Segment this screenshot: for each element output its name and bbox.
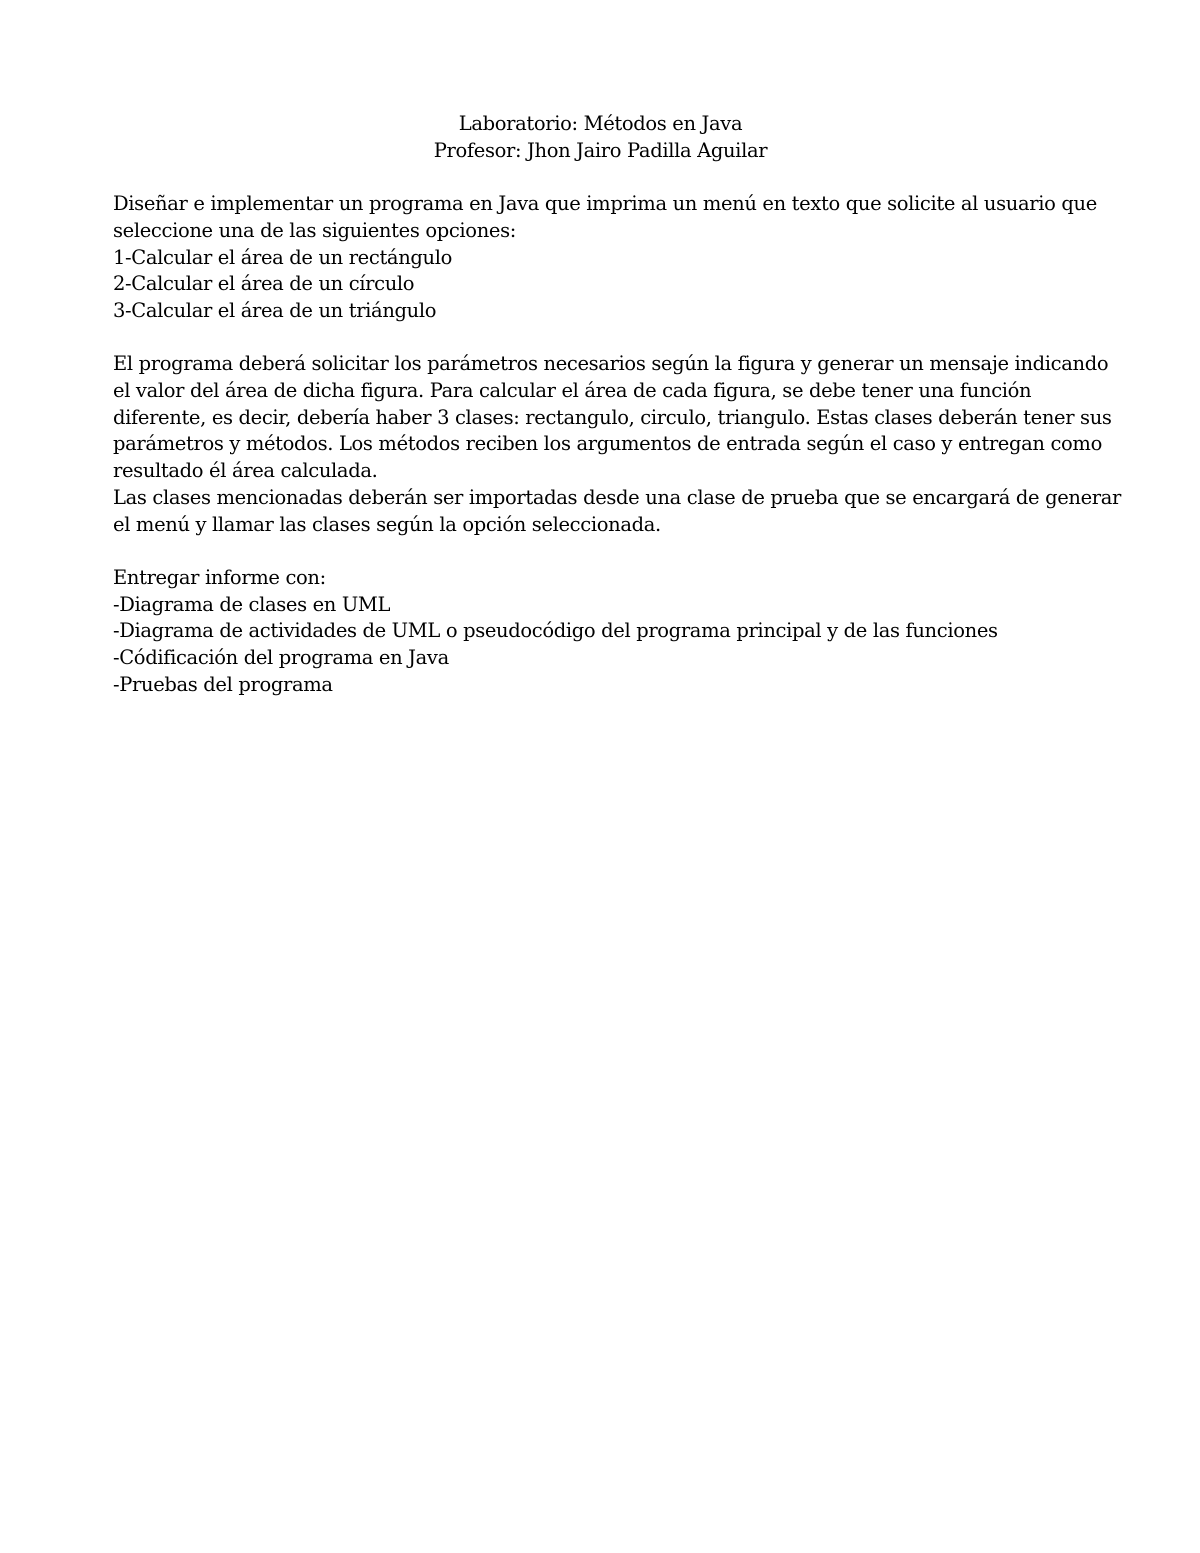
description-line: diferente, es decir, debería haber 3 clases: rectangulo, circulo, triangulo. Estas clases deberán tener sus: [113, 405, 1112, 429]
deliverable-item: -Diagrama de clases en UML: [113, 592, 391, 616]
description-line: El programa deberá solicitar los parámetros necesarios según la figura y generar un mensaje indicando: [113, 352, 1109, 376]
option-rectangle: 1-Calcular el área de un rectángulo: [113, 245, 453, 269]
option-circle: 2-Calcular el área de un círculo: [113, 272, 415, 296]
document-body: [113, 111, 1122, 698]
description-line: Las clases mencionadas deberán ser importadas desde una clase de prueba que se encargará de generar: [113, 485, 1122, 509]
spacer: [113, 325, 1088, 352]
option-triangle: 3-Calcular el área de un triángulo: [113, 298, 437, 322]
spacer: [113, 164, 1088, 191]
intro-line: Diseñar e implementar un programa en Java que imprima un menú en texto que solicite al usuario que: [113, 192, 1097, 216]
description-line: el valor del área de dicha figura. Para calcular el área de cada figura, se debe tener una función: [113, 379, 1032, 402]
options-list: [113, 245, 1088, 325]
document-title: Laboratorio: Métodos en Java: [458, 112, 743, 135]
deliverables-section: [113, 565, 1088, 699]
deliverable-item: -Diagrama de actividades de UML o pseudocódigo del programa principal y de las funciones: [113, 619, 998, 643]
deliverables-heading: Entregar informe con:: [113, 565, 326, 589]
description-line: parámetros y métodos. Los métodos reciben los argumentos de entrada según el caso y entregan como: [113, 432, 1102, 456]
intro-paragraph: [113, 191, 1097, 244]
intro-line: seleccione una de las siguientes opciones:: [113, 218, 516, 242]
spacer: [113, 538, 1088, 565]
description-paragraph: [113, 351, 1122, 538]
description-line: el menú y llamar las clases según la opción seleccionada.: [113, 512, 661, 536]
description-line: resultado él área calculada.: [113, 459, 378, 483]
deliverable-item: -Códificación del programa en Java: [113, 646, 449, 670]
deliverable-item: -Pruebas del programa: [113, 672, 333, 696]
professor-name: Profesor: Jhon Jairo Padilla Aguilar: [433, 138, 768, 162]
